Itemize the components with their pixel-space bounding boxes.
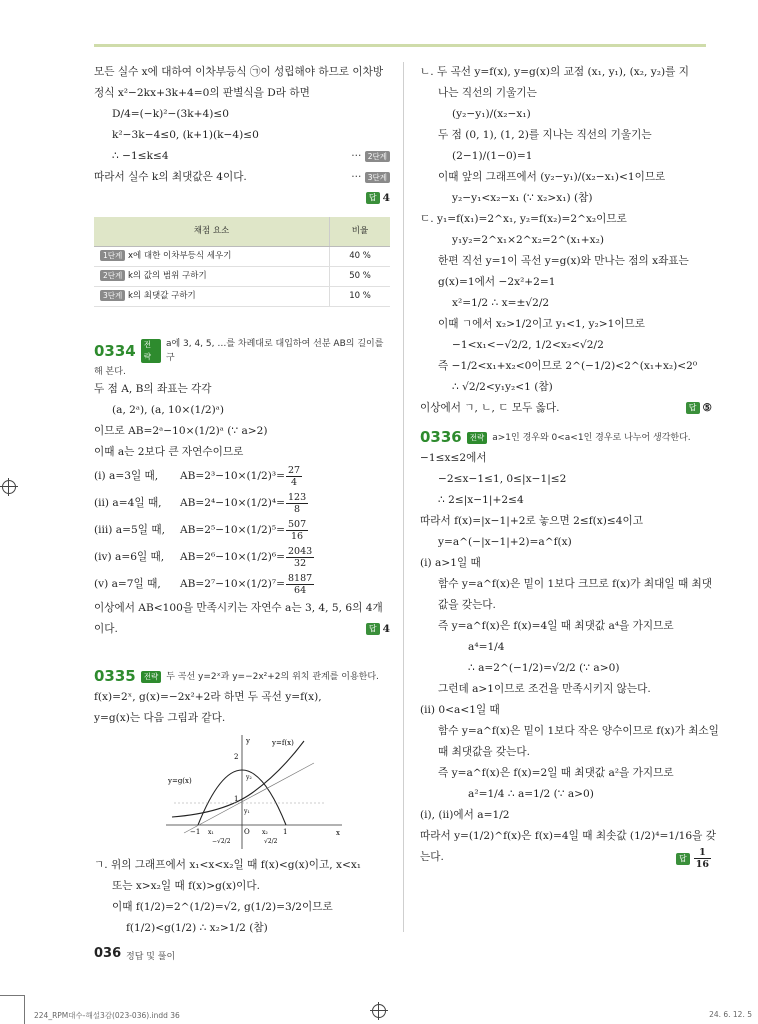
case1-line-d: 즉 y=a^f(x)은 f(x)=4일 때 최댓값 a⁴을 가지므로	[438, 620, 674, 632]
case-expr: AB=2³−10×(1/2)³=	[180, 470, 285, 482]
digeut-line-8: 즉 −1/2<x₁+x₂<0이므로 2^(−1/2)<2^(x₁+x₂)<2⁰	[438, 360, 698, 372]
p335-line-1: f(x)=2ˣ, g(x)=−2x²+2라 하면 두 곡선 y=f(x),	[94, 691, 322, 703]
strategy-hint: a에 3, 4, 5, …를 차례대로 대입하여 선분 AB의 길이를 구	[165, 339, 384, 363]
row-rate: 10 %	[330, 287, 391, 307]
p334-condition: 이때 a는 2보다 큰 자연수이므로	[94, 446, 244, 458]
label-y2: y₂	[246, 774, 252, 781]
p336-final-1: (ⅰ), (ⅱ)에서 a=1/2	[420, 809, 510, 821]
label-g: y=g(x)	[168, 777, 192, 785]
answer-fraction: $\frac{1}{16}$	[695, 847, 709, 870]
nieun-line-7: y₂−y₁<x₂−x₁ (∵ x₂>x₁) (참)	[452, 192, 593, 204]
answer-333	[94, 188, 390, 209]
header-rule	[94, 44, 706, 47]
case-expr: AB=2⁷−10×(1/2)⁷=	[180, 578, 285, 590]
case-row	[94, 463, 390, 490]
case-expr: AB=2⁵−10×(1/2)⁵=	[180, 524, 285, 536]
label-1: 1	[234, 795, 239, 803]
p336-final-3-text: 는다.	[420, 851, 444, 863]
p336-line-1: −1≤x≤2에서	[420, 452, 487, 464]
p334-conclusion-2	[94, 619, 390, 640]
label-m1: −1	[190, 828, 201, 836]
case-result: $\frac{123}{8}$	[287, 491, 307, 515]
case2-line-b: 함수 y=a^f(x)은 밑이 1보다 작은 양수이므로 f(x)가 최소일	[438, 725, 719, 737]
case2-line-c: 때 최댓값을 갖는다.	[438, 746, 530, 758]
p335-line-2: y=g(x)는 다음 그림과 같다.	[94, 712, 226, 724]
answer-badge: 답	[686, 402, 700, 414]
case1-line-c: 값을 갖는다.	[438, 599, 496, 611]
p336-line-2: −2≤x−1≤1, 0≤|x−1|≤2	[438, 473, 567, 485]
digeut-line-7: −1<x₁<−√2/2, 1/2<x₂<√2/2	[452, 339, 604, 351]
nieun-line-2: 나는 직선의 기울기는	[438, 87, 537, 99]
digeut-line-5: x²=1/2 ∴ x=±√2/2	[452, 297, 550, 309]
table-header-rate: 비율	[330, 217, 391, 247]
digeut-line-1: ㄷ. y₁=f(x₁)=2^x₁, y₂=f(x₂)=2^x₂이므로	[420, 213, 627, 225]
nieun-slope: (y₂−y₁)/(x₂−x₁)	[452, 108, 531, 120]
digeut-line-4: g(x)=1에서 −2x²+2=1	[438, 276, 556, 288]
giyeok-line-4: f(1/2)<g(1/2) ∴ x₂>1/2 (참)	[126, 922, 268, 934]
case-row	[94, 544, 390, 571]
page-number: 036	[94, 946, 122, 961]
row-item: x에 대한 이차부등식 세우기	[127, 251, 232, 261]
p334-coords: (a, 2ᵃ), (a, 10×(1/2)ᵃ)	[112, 404, 224, 416]
row-item: k의 최댓값 구하기	[127, 291, 196, 301]
intro-line-1: 모든 실수 x에 대하여 이차부등식 ㉠이 성립해야 하므로 이차방	[94, 66, 384, 78]
label-x: x	[336, 829, 340, 837]
answer-badge: 답	[676, 853, 690, 865]
answer-value: 4	[382, 192, 390, 204]
label-o: O	[244, 828, 250, 836]
case2-line-e: a²=1/4 ∴ a=1/2 (∵ a>0)	[468, 788, 594, 800]
equation-discriminant: D/4=(−k)²−(3k+4)≤0	[112, 108, 230, 120]
label-f: y=f(x)	[272, 739, 294, 747]
row-rate: 40 %	[330, 247, 391, 267]
case-result: $\frac{507}{16}$	[287, 518, 307, 542]
giyeok-line-1: ㄱ. 위의 그래프에서 x₁<x<x₂일 때 f(x)<g(x)이고, x<x₁	[94, 859, 362, 871]
problem-0334-header	[94, 337, 390, 365]
row-rate: 50 %	[330, 267, 391, 287]
strategy-tag: 전략	[467, 432, 488, 444]
label-x1: x₁	[208, 829, 214, 836]
row-step: 2단계	[100, 270, 125, 281]
scoring-table	[94, 217, 390, 307]
digeut-line-3: 한편 직선 y=1이 곡선 y=g(x)와 만나는 점의 x좌표는	[438, 255, 689, 267]
nieun-line-6: 이때 앞의 그래프에서 (y₂−y₁)/(x₂−x₁)<1이므로	[438, 171, 666, 183]
step-2-badge: 2단계	[365, 151, 390, 162]
p336-final-2: 따라서 y=(1/2)^f(x)은 f(x)=4일 때 최솟값 (1/2)⁴=1/16을 갖	[420, 830, 716, 842]
case1-line-g: 그런데 a>1이므로 조건을 만족시키지 않는다.	[438, 683, 651, 695]
crop-mark	[0, 995, 24, 996]
p336-line-5: y=a^(−|x−1|+2)=a^f(x)	[438, 536, 572, 548]
strategy-hint: 두 곡선 y=2ˣ과 y=−2x²+2의 위치 관계를 이용한다.	[166, 671, 379, 682]
answer-badge: 답	[366, 192, 380, 204]
right-column	[420, 62, 719, 870]
label-p1: 1	[283, 828, 288, 836]
table-row	[94, 247, 390, 267]
label-2: 2	[234, 753, 239, 761]
left-column	[94, 62, 390, 939]
case-expr: AB=2⁶−10×(1/2)⁶=	[180, 551, 285, 563]
nieun-line-1: ㄴ. 두 곡선 y=f(x), y=g(x)의 교점 (x₁, y₁), (x₂, y₂)를 지	[420, 66, 689, 78]
problem-number: 0336	[420, 428, 462, 446]
p334-line-1: 두 점 A, B의 좌표는 각각	[94, 383, 212, 395]
nieun-line-4: 두 점 (0, 1), (1, 2)를 지나는 직선의 기울기는	[438, 129, 652, 141]
case1-line-b: 함수 y=a^f(x)은 밑이 1보다 크므로 f(x)가 최대일 때 최댓	[438, 578, 713, 590]
strategy-hint: a>1인 경우와 0<a<1인 경우로 나누어 생각한다.	[492, 432, 691, 443]
case-label: (ⅴ) a=7일 때,	[94, 578, 161, 590]
case-label: (ⅱ) a=4일 때,	[94, 497, 162, 509]
table-row	[94, 267, 390, 287]
strategy-tag: 전략	[141, 671, 162, 683]
case1-line-e: a⁴=1/4	[468, 641, 505, 653]
case1-line-f: ∴ a=2^(−1/2)=√2/2 (∵ a>0)	[468, 662, 620, 674]
answer-badge: 답	[366, 623, 380, 635]
range-text: ∴ −1≤k≤4	[112, 150, 169, 162]
case2-head: (ⅱ) 0<a<1일 때	[420, 704, 500, 716]
case-row	[94, 490, 390, 517]
p334-conclusion-2-text: 이다.	[94, 623, 118, 635]
intro-line-2: 정식 x²−2kx+3k+4=0의 판별식을 D라 하면	[94, 87, 310, 99]
strategy-tag: 전략	[141, 339, 161, 363]
p334-conclusion-1: 이상에서 AB<100을 만족시키는 자연수 a는 3, 4, 5, 6의 4개	[94, 602, 383, 614]
column-divider	[403, 62, 404, 932]
case-result: $\frac{8187}{64}$	[287, 572, 313, 596]
answer-value: 4	[382, 623, 390, 635]
crop-mark	[24, 995, 25, 1024]
p334-ab: 이므로 AB=2ᵃ−10×(1/2)ᵃ (∵ a>2)	[94, 425, 268, 437]
p336-line-4: 따라서 f(x)=|x−1|+2로 놓으면 2≤f(x)≤4이고	[420, 515, 643, 527]
registration-mark-icon	[2, 480, 16, 494]
row-step: 3단계	[100, 290, 125, 301]
conclusion-line: 따라서 실수 k의 최댓값은 4이다. ··· 3단계	[94, 167, 390, 188]
table-header-item: 채점 요소	[94, 217, 330, 247]
giyeok-line-3: 이때 f(1/2)=2^(1/2)=√2, g(1/2)=3/2이므로	[112, 901, 333, 913]
equation-range: ∴ −1≤k≤4 ··· 2단계	[94, 146, 390, 167]
label-y1: y₁	[244, 808, 250, 815]
equation-factor: k²−3k−4≤0, (k+1)(k−4)≤0	[112, 129, 259, 141]
step-3-badge: 3단계	[365, 172, 390, 183]
conclusion-text: 따라서 실수 k의 최댓값은 4이다.	[94, 171, 247, 183]
case-label: (ⅰ) a=3일 때,	[94, 470, 159, 482]
problem-number: 0335	[94, 667, 136, 685]
case-label: (ⅲ) a=5일 때,	[94, 524, 165, 536]
case-row	[94, 517, 390, 544]
case2-line-d: 즉 y=a^f(x)은 f(x)=2일 때 최댓값 a²을 가지므로	[438, 767, 674, 779]
strategy-hint-cont: 해 본다.	[94, 367, 126, 377]
slug-left: 224_RPM대수-해설3감(023-036).indd 36	[34, 1011, 180, 1020]
row-step: 1단계	[100, 250, 125, 261]
nieun-slope-value: (2−1)/(1−0)=1	[452, 150, 533, 162]
problem-0336-header	[420, 427, 712, 448]
digeut-line-6: 이때 ㄱ에서 x₂>1/2이고 y₁<1, y₂>1이므로	[438, 318, 646, 330]
row-item: k의 값의 범위 구하기	[127, 271, 207, 281]
case-row	[94, 571, 390, 598]
label-mr2: −√2/2	[212, 838, 231, 845]
problem-number: 0334	[94, 341, 136, 360]
table-row	[94, 287, 390, 307]
case-expr: AB=2⁴−10×(1/2)⁴=	[180, 497, 285, 509]
answer-value: ⑤	[702, 402, 712, 414]
case-result: $\frac{27}{4}$	[287, 464, 301, 488]
label-y: y	[246, 737, 250, 745]
footer-label: 정답 및 풀이	[126, 952, 176, 962]
p335-conclusion-text: 이상에서 ㄱ, ㄴ, ㄷ 모두 옳다.	[420, 402, 560, 414]
digeut-line-9: ∴ √2/2<y₁y₂<1 (참)	[452, 381, 553, 393]
case1-head: (ⅰ) a>1일 때	[420, 557, 481, 569]
registration-mark-icon	[372, 1004, 386, 1018]
case-result: $\frac{2043}{32}$	[287, 545, 313, 569]
label-r2: √2/2	[264, 838, 278, 845]
p336-final-3	[420, 847, 712, 868]
giyeok-line-2: 또는 x>x₂일 때 f(x)>g(x)이다.	[112, 880, 261, 892]
problem-0335-header	[94, 666, 390, 687]
case-label: (ⅳ) a=6일 때,	[94, 551, 165, 563]
p335-conclusion	[420, 398, 712, 419]
label-x2: x₂	[262, 829, 268, 836]
curves-graph	[164, 733, 344, 851]
digeut-line-2: y₁y₂=2^x₁×2^x₂=2^(x₁+x₂)	[452, 234, 604, 246]
slug-right: 24. 6. 12. 5	[709, 1010, 752, 1019]
p336-line-3: ∴ 2≤|x−1|+2≤4	[438, 494, 524, 506]
